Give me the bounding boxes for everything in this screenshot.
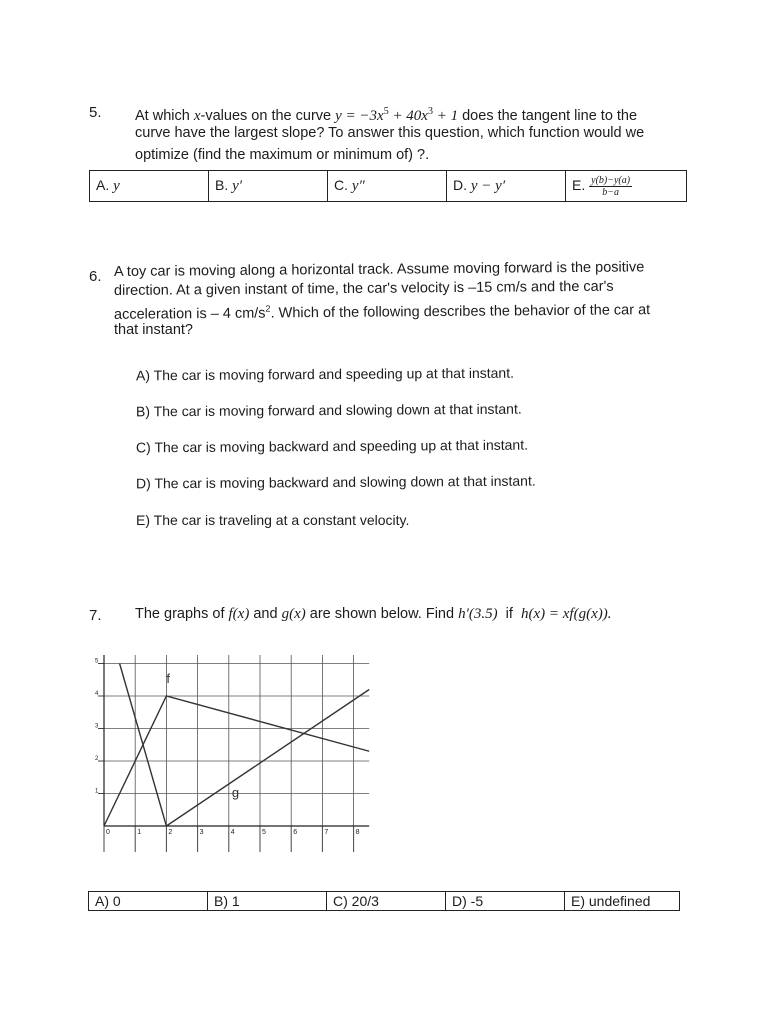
question-5-number: 5.	[89, 104, 102, 121]
q5-text-c: does the tangent line to the	[458, 108, 638, 124]
q5-fraction-numerator: y(b)−y(a)	[591, 174, 631, 186]
y-tick-label: 3	[95, 723, 99, 730]
q6-line-3-a: acceleration is – 4 cm/s	[113, 305, 266, 323]
q7-choice-e[interactable]: E) undefined	[565, 892, 680, 911]
x-tick-label: 8	[355, 829, 360, 836]
q7-choice-b[interactable]: B) 1	[208, 892, 327, 911]
series-label-g: g	[231, 784, 240, 800]
q5-eq-part-3: + 1	[432, 108, 459, 124]
question-6-line-4: that instant?	[114, 322, 193, 338]
q7-choice-d[interactable]: D) -5	[446, 892, 565, 911]
q7-h-definition: h(x) = xf(g(x)).	[520, 606, 612, 622]
q7-f-of-x: f(x)	[228, 606, 250, 622]
q7-graph	[90, 655, 390, 855]
question-6-line-2: direction. At a given instant of time, the car's velocity is –15 cm/s and the car's	[113, 278, 614, 299]
q7-text-if: if	[497, 606, 521, 622]
y-tick-label: 4	[95, 691, 99, 697]
q5-choice-d[interactable]	[447, 171, 566, 202]
question-7-number: 7.	[89, 607, 102, 624]
question-7-text	[135, 604, 611, 624]
question-6-line-1: A toy car is moving along a horizontal track. Assume moving forward is the positive	[113, 259, 645, 280]
x-tick-label: 1	[137, 829, 142, 836]
q5-text-a: At which	[135, 108, 194, 124]
q5-choice-c-value: y″	[351, 178, 365, 194]
q6-option-d[interactable]: D) The car is moving backward and slowing down at that instant.	[135, 472, 536, 492]
x-tick-label: 7	[324, 829, 329, 836]
q5-fraction-denominator: b−a	[602, 186, 619, 198]
q7-g-of-x: g(x)	[281, 606, 306, 622]
y-tick-label: 2	[95, 756, 99, 762]
q5-choice-d-value: y − y′	[470, 178, 506, 194]
q7-choice-c[interactable]: C) 20/3	[327, 892, 446, 911]
y-tick-label: 1	[95, 788, 99, 795]
q5-choice-d-label: D.	[453, 177, 467, 193]
q7-text-and: and	[249, 606, 282, 622]
question-5-line-2: curve have the largest slope? To answer this question, which function would we	[135, 125, 645, 141]
x-tick-label: 0	[106, 829, 110, 836]
q5-x-var: x	[193, 108, 201, 124]
q6-option-a[interactable]: A) The car is moving forward and speeding up at that instant.	[135, 364, 515, 384]
question-7-choices	[88, 891, 680, 911]
question-5-line-3: optimize (find the maximum or minimum of) ?.	[135, 147, 430, 163]
q6-option-e[interactable]: E) The car is traveling at a constant velocity.	[136, 512, 410, 528]
q6-option-c[interactable]: C) The car is moving backward and speeding up at that instant.	[135, 436, 529, 456]
q5-choice-e[interactable]	[566, 171, 687, 202]
question-5-choices	[89, 170, 687, 202]
q5-eq-part-2: + 40x	[388, 108, 428, 124]
q5-text-b: -values on the curve	[200, 108, 336, 124]
q5-choice-c-label: C.	[334, 177, 348, 193]
q5-choice-e-fraction	[589, 175, 632, 198]
q6-line-3-sup: 2	[265, 303, 271, 314]
q7-text-b: are shown below. Find	[305, 606, 459, 622]
x-tick-label: 4	[230, 829, 235, 836]
q5-choice-b-value: y′	[232, 178, 243, 194]
q6-line-3-b: . Which of the following describes the behavior of the car at	[270, 302, 651, 322]
x-tick-label: 3	[199, 829, 204, 836]
q5-choice-a[interactable]	[90, 171, 209, 202]
q5-choice-b-label: B.	[215, 177, 229, 193]
q7-text-a: The graphs of	[135, 606, 229, 622]
series-g-line	[120, 664, 370, 827]
q6-option-b[interactable]: B) The car is moving forward and slowing down at that instant.	[135, 400, 522, 420]
question-6-number: 6.	[89, 268, 102, 285]
q5-choice-e-label: E.	[572, 176, 586, 193]
q5-choice-c[interactable]	[328, 171, 447, 202]
question-6-line-3	[114, 295, 650, 325]
q7-h-prime: h′(3.5)	[458, 606, 498, 622]
q5-choice-a-label: A.	[96, 177, 110, 193]
q5-eq-exp-2: 3	[427, 106, 433, 117]
y-tick-label: 5	[95, 658, 99, 665]
x-tick-label: 6	[293, 829, 298, 836]
x-tick-label: 5	[262, 829, 266, 836]
q5-eq-exp-1: 5	[383, 106, 389, 117]
x-tick-label: 2	[168, 829, 173, 836]
series-label-f: f	[166, 671, 171, 686]
q5-eq-part-1: y = −3x	[335, 108, 384, 124]
q7-choice-a[interactable]: A) 0	[89, 892, 208, 911]
q5-equation	[335, 108, 458, 124]
q5-choice-b[interactable]	[209, 171, 328, 202]
q5-choice-a-value: y	[113, 178, 120, 194]
